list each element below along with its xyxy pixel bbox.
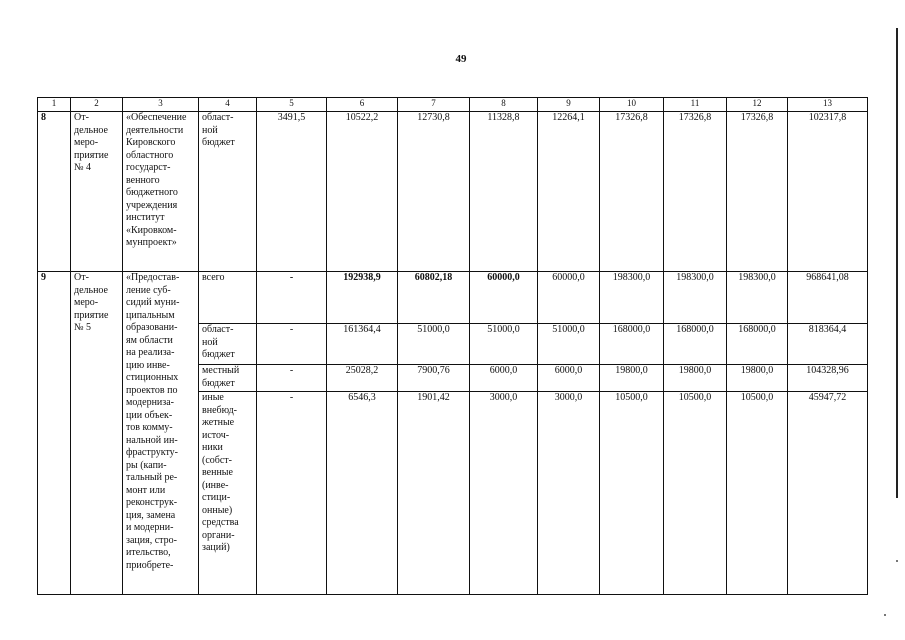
value-cell: 3491,5: [257, 112, 327, 272]
funding-source-cell: иные внебюд- жетные источ- ники (собст- венные (инве- стици- онные) средства органи- заций): [199, 392, 257, 595]
value-cell: 17326,8: [600, 112, 664, 272]
column-number: 12: [727, 98, 788, 112]
funding-source-cell: област- ной бюджет: [199, 324, 257, 365]
activity-cell: От- дельное меро- приятие № 4: [71, 112, 123, 272]
page-number: 49: [455, 53, 467, 65]
value-cell: 19800,0: [664, 365, 727, 392]
value-cell: 198300,0: [727, 272, 788, 324]
value-cell: 818364,4: [788, 324, 868, 365]
column-number: 6: [327, 98, 398, 112]
value-cell: 45947,72: [788, 392, 868, 595]
value-cell: -: [257, 365, 327, 392]
value-cell: 3000,0: [470, 392, 538, 595]
value-cell: 10500,0: [664, 392, 727, 595]
value-cell: -: [257, 272, 327, 324]
value-cell: -: [257, 324, 327, 365]
value-cell: 6000,0: [470, 365, 538, 392]
value-cell: 168000,0: [664, 324, 727, 365]
column-number: 2: [71, 98, 123, 112]
value-cell: 161364,4: [327, 324, 398, 365]
funding-source-cell: област- ной бюджет: [199, 112, 257, 272]
value-cell: 968641,08: [788, 272, 868, 324]
value-cell: 168000,0: [600, 324, 664, 365]
funding-source-cell: местный бюджет: [199, 365, 257, 392]
value-cell: 60000,0: [470, 272, 538, 324]
value-cell: 60802,18: [398, 272, 470, 324]
value-cell: 19800,0: [727, 365, 788, 392]
column-number: 10: [600, 98, 664, 112]
row-number: 9: [38, 272, 71, 595]
value-cell: 17326,8: [664, 112, 727, 272]
column-number: 9: [538, 98, 600, 112]
value-cell: 19800,0: [600, 365, 664, 392]
column-number: 11: [664, 98, 727, 112]
value-cell: 25028,2: [327, 365, 398, 392]
funding-source-cell: всего: [199, 272, 257, 324]
description-cell: «Предостав- ление суб- сидий муни- ципальным образовани- ям области на реализа- цию инве- стиционных проектов по модерниза- ции объек- тов комму- нальной ин- фраструкту- ры (капи- тальный ре- монт или реконструк- ция, замена и модерни- зация, стро- ительство, приобрете-: [123, 272, 199, 595]
value-cell: 104328,96: [788, 365, 868, 392]
row-number: 8: [38, 112, 71, 272]
value-cell: 198300,0: [664, 272, 727, 324]
value-cell: 3000,0: [538, 392, 600, 595]
value-cell: 102317,8: [788, 112, 868, 272]
table-row-9-total: [38, 272, 868, 324]
scan-speck: [896, 560, 898, 562]
value-cell: 198300,0: [600, 272, 664, 324]
value-cell: 11328,8: [470, 112, 538, 272]
value-cell: 51000,0: [398, 324, 470, 365]
value-cell: 168000,0: [727, 324, 788, 365]
value-cell: 192938,9: [327, 272, 398, 324]
scan-speck: [884, 614, 886, 616]
value-cell: 10500,0: [727, 392, 788, 595]
value-cell: 10522,2: [327, 112, 398, 272]
column-number-row: [38, 98, 868, 112]
description-cell: «Обеспечение деятельности Кировского областного государст- венного бюджетного учреждения институт «Кировком- мунпроект»: [123, 112, 199, 272]
column-number: 7: [398, 98, 470, 112]
value-cell: 51000,0: [470, 324, 538, 365]
value-cell: 6000,0: [538, 365, 600, 392]
column-number: 3: [123, 98, 199, 112]
value-cell: 10500,0: [600, 392, 664, 595]
value-cell: 6546,3: [327, 392, 398, 595]
column-number: 4: [199, 98, 257, 112]
value-cell: 60000,0: [538, 272, 600, 324]
value-cell: 12730,8: [398, 112, 470, 272]
budget-table: [37, 97, 868, 595]
table-row-8: [38, 112, 868, 272]
value-cell: 17326,8: [727, 112, 788, 272]
value-cell: 12264,1: [538, 112, 600, 272]
column-number: 1: [38, 98, 71, 112]
column-number: 8: [470, 98, 538, 112]
column-number: 5: [257, 98, 327, 112]
value-cell: 51000,0: [538, 324, 600, 365]
activity-cell: От- дельное меро- приятие № 5: [71, 272, 123, 595]
column-number: 13: [788, 98, 868, 112]
value-cell: 1901,42: [398, 392, 470, 595]
value-cell: 7900,76: [398, 365, 470, 392]
binding-edge-rule: [896, 28, 898, 498]
value-cell: -: [257, 392, 327, 595]
